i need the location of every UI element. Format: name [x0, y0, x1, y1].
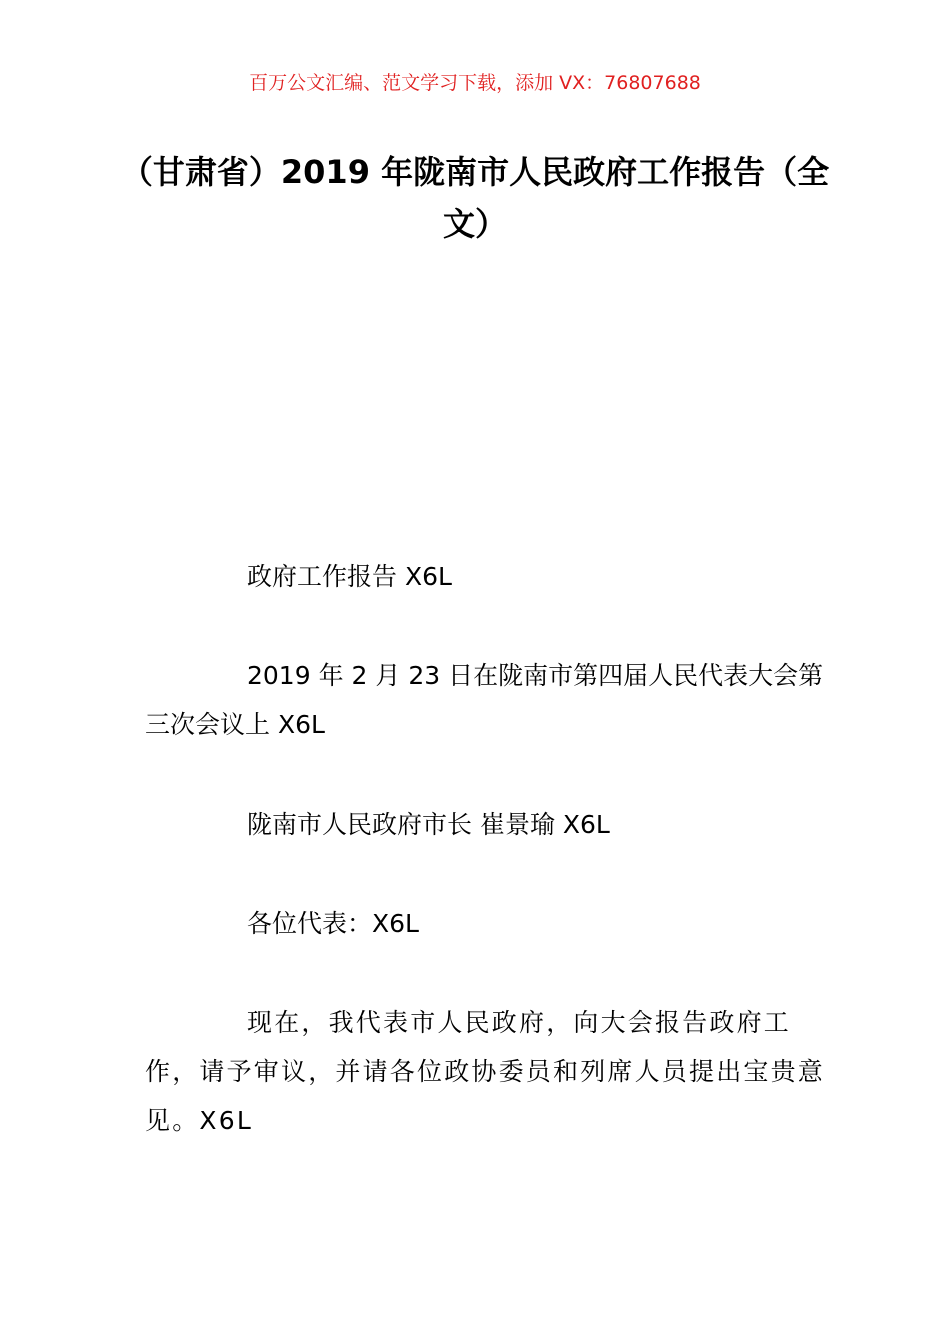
paragraph-text: 各位代表：X6L [247, 909, 419, 938]
header-notice: 百万公文汇编、范文学习下载，添加 VX：76807688 [249, 72, 701, 94]
paragraph-text: 2019 年 2 月 23 日在陇南市第四届人民代表大会第三次会议上 X6L [145, 661, 824, 739]
paragraph-speaker [145, 800, 835, 849]
paragraph-salutation [145, 899, 835, 948]
paragraph-text: 政府工作报告 X6L [247, 562, 452, 591]
paragraph-text: 陇南市人民政府市长 崔景瑜 X6L [247, 810, 610, 839]
paragraph-text: 现在，我代表市人民政府，向大会报告政府工作，请予审议，并请各位政协委员和列席人员提出宝贵意见。X6L [145, 1008, 826, 1135]
paragraph-meeting-info [145, 651, 835, 749]
document-title: （甘肃省）2019 年陇南市人民政府工作报告（全文） [120, 153, 830, 243]
paragraph-report-heading [145, 552, 835, 601]
paragraph-opening [145, 998, 835, 1145]
